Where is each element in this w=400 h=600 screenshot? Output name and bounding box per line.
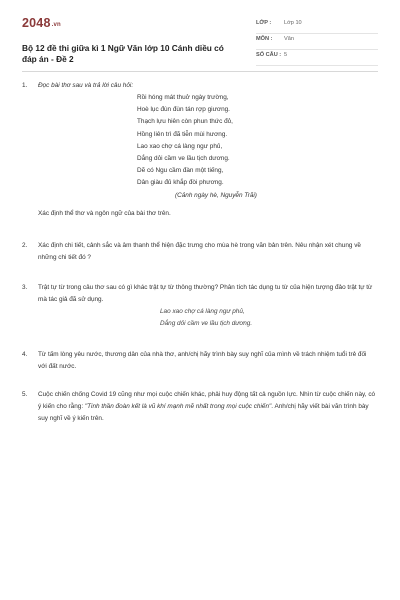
poem-line: Lao xao chợ cá làng ngư phủ, bbox=[137, 142, 223, 150]
logo-text: 2048 bbox=[22, 16, 51, 30]
meta-key: LỚP : bbox=[256, 20, 272, 26]
question-text: Xác định thể thơ và ngôn ngữ của bài thơ trên. bbox=[38, 210, 171, 217]
poem-line: Dân giàu đủ khắp đòi phương. bbox=[137, 179, 224, 187]
prompt-text: Đọc bài thơ sau và trả lời câu hỏi: bbox=[38, 82, 134, 89]
meta-key: SỐ CÂU : bbox=[256, 52, 282, 58]
poem-line: Hoè lục đùn đùn tán rợp giương. bbox=[137, 106, 230, 114]
poem-line: Thạch lựu hiên còn phun thức đỏ, bbox=[137, 118, 233, 126]
meta-row-subject bbox=[256, 34, 378, 50]
question-number: 3. bbox=[22, 284, 28, 291]
question-text: Xác định chi tiết, cảnh sắc và âm thanh thể hiện đặc trưng cho mùa hè trong văn bản trên. Nêu nhận xét chung về những chi tiết đó ? bbox=[38, 242, 361, 261]
meta-panel bbox=[256, 18, 378, 66]
text-after: . Anh/chị hãy viết bài văn trình bày suy nghĩ về ý kiến trên. bbox=[38, 403, 369, 422]
question-text: Từ tấm lòng yêu nước, thương dân của nhà thơ, anh/chị hãy trình bày suy nghĩ của mình về trách nhiệm tuổi trẻ đối với đất nước. bbox=[38, 351, 367, 370]
quote-line: Dắng dỏi cầm ve lầu tịch dương. bbox=[160, 320, 253, 327]
meta-value: Lớp 10 bbox=[284, 20, 302, 26]
question-text bbox=[38, 389, 376, 425]
meta-key: MÔN : bbox=[256, 36, 273, 42]
site-logo[interactable] bbox=[22, 16, 61, 30]
poem-line: Rồi hóng mát thuở ngày trường, bbox=[137, 94, 229, 101]
poem-source: (Cảnh ngày hè, Nguyễn Trãi) bbox=[175, 191, 257, 199]
question-number: 1. bbox=[22, 82, 28, 89]
document-title: Bộ 12 đề thi giữa kì 1 Ngữ Văn lớp 10 Cánh diều có đáp án - Đề 2 bbox=[22, 43, 224, 64]
meta-row-class bbox=[256, 18, 378, 34]
question-prompt bbox=[38, 80, 376, 92]
text-before: Cuộc chiến chống Covid 19 cũng như mọi cuộc chiến khác, phải huy động tất cả nguồn lực. Nhìn từ cuộc chiến này, có ý kiến cho rằng: bbox=[38, 391, 376, 410]
logo-tld: .vn bbox=[51, 22, 61, 28]
meta-value: Văn bbox=[284, 36, 294, 42]
question-text: Trật tự từ trong câu thơ sau có gì khác trật tự từ thông thường? Phân tích tác dụng tu từ của hiện tượng đảo trật tự từ mà tác giả đã sử dụng. bbox=[38, 284, 373, 303]
quoted-opinion: "Tinh thần đoàn kết là vũ khí mạnh mẽ nhất trong mọi cuộc chiến" bbox=[84, 403, 272, 410]
poem-line: Dắng dỏi cầm ve lầu tịch dương. bbox=[137, 155, 230, 163]
quote-line: Lao xao chợ cá làng ngư phủ, bbox=[160, 308, 245, 315]
question-number: 5. bbox=[22, 391, 28, 398]
header-divider bbox=[22, 71, 378, 72]
poem-block bbox=[137, 92, 297, 202]
quoted-verse bbox=[160, 306, 330, 330]
meta-value: 5 bbox=[284, 52, 288, 58]
question-number: 4. bbox=[22, 351, 28, 358]
meta-row-count bbox=[256, 50, 378, 66]
question-number: 2. bbox=[22, 242, 28, 249]
poem-line: Dẽ có Ngu cầm đàn một tiếng, bbox=[137, 167, 224, 175]
poem-line: Hồng liên trì đã tiễn mùi hương. bbox=[137, 130, 228, 138]
